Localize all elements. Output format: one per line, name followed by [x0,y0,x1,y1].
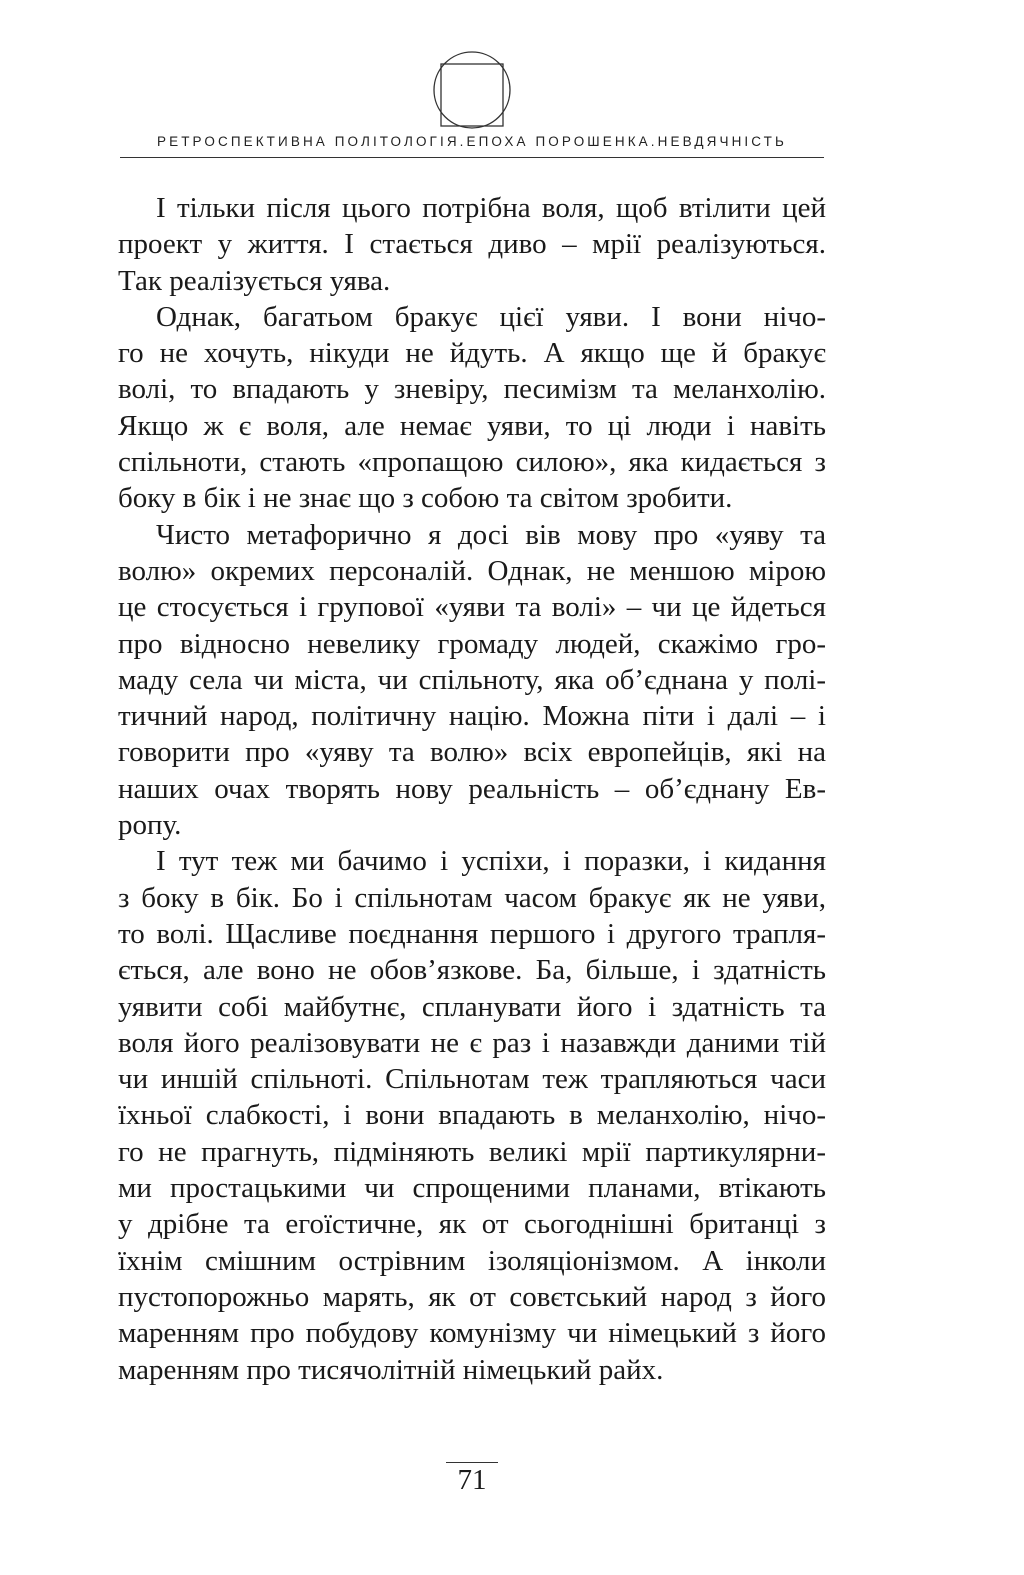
text-line: Якщо ж є воля, але немає уяви, то ці люди і навіть [118,409,826,442]
text-line: І тут теж ми бачимо і успіхи, і поразки, і кидання [156,845,826,878]
text-line: маренням про тисячолітній німецький райх. [118,1353,664,1386]
text-line: у дрібне та егоїстичне, як от сьогоднішні британці з [118,1208,826,1241]
page-number: 71 [457,1464,487,1496]
text-line: про відносно невелику громаду людей, скажімо гро- [118,627,826,660]
text-line: з боку в бік. Бо і спільнотам часом бракує як не уяви, [118,881,826,914]
text-line: го не прагнуть, підміняють великі мрії партикулярни- [118,1135,826,1168]
text-line: наших очах творять нову реальність – об’єднану Ев- [118,772,826,805]
running-header-title: РЕТРОСПЕКТИВНА ПОЛІТОЛОГІЯ.ЕПОХА ПОРОШЕНКА.НЕВДЯЧНІСТЬ [157,134,787,149]
text-line: говорити про «уяву та волю» всіх европейців, які на [118,736,826,769]
text-line: тичний народ, політичну націю. Можна піти і далі – і [118,700,826,733]
text-line: пустопорожньо марять, як от совєтський народ з його [118,1280,826,1313]
text-line: проект у життя. І стається диво – мрії реалізуються. [118,228,826,261]
header-rule [120,157,824,158]
text-line: ється, але воно не обов’язкове. Ба, більше, і здатність [118,954,826,987]
text-line: маду села чи міста, чи спільноту, яка об’єднана у полі- [118,663,826,696]
text-line: це стосується і групової «уяви та волі» – чи це йдеться [118,591,826,624]
paragraph [118,190,826,299]
text-line: Чисто метафорично я досі вів мову про «уяву та [156,518,826,551]
text-line: І тільки після цього потрібна воля, щоб втілити цей [156,192,826,224]
text-line: уявити собі майбутнє, спланувати його і здатність та [118,990,826,1023]
paragraph [118,299,826,517]
text-line: воля його реалізовувати не є раз і назавжди даними тій [118,1026,826,1059]
text-line: го не хочуть, нікуди не йдуть. А якщо ще й бракує [118,337,826,370]
text-line: боку в бік і не знає що з собою та світом зробити. [118,482,733,515]
text-line: їхньої слабкості, і вони впадають в меланхолію, нічо- [118,1099,826,1132]
text-line: волю» окремих персоналій. Однак, не меншою мірою [118,554,826,587]
text-line: ми простацькими чи спрощеними планами, втікають [118,1172,826,1205]
main-text [118,190,826,1388]
text-line: Однак, багатьом бракує цієї уяви. І вони нічо- [156,300,826,333]
text-line: Так реалізується уява. [118,264,391,297]
paragraph [118,843,826,1387]
text-line: волі, то впадають у зневіру, песимізм та меланхолію. [118,373,826,406]
paragraph [118,517,826,844]
text-line: маренням про побудову комунізму чи німецький з його [118,1317,826,1350]
text-line: то волі. Щасливе поєднання першого і другого трапля- [118,917,826,950]
text-line: ропу. [118,809,182,842]
text-line: спільноти, стають «пропащою силою», яка кидається з [118,446,826,479]
text-line: їхнім смішним острівним ізоляціонізмом. А інколи [118,1244,826,1277]
circle-square-emblem-icon [432,50,512,130]
text-line: чи иншій спільноті. Спільнотам теж трапляються часи [118,1063,826,1096]
